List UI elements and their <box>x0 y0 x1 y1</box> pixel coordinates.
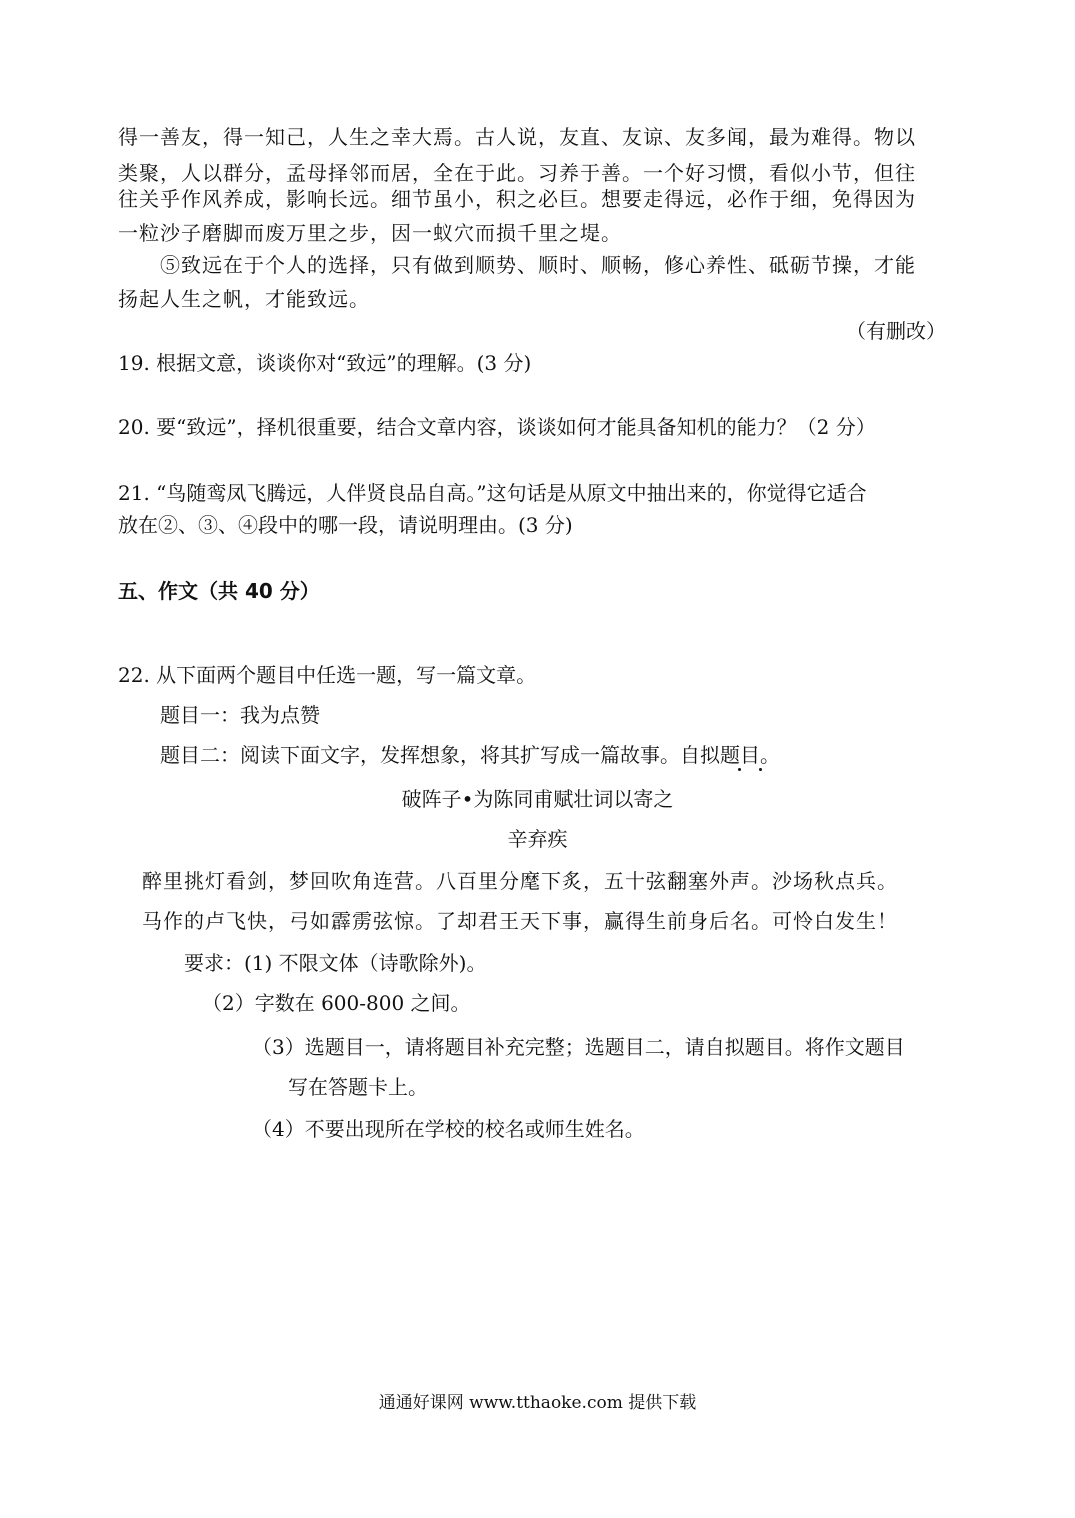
passage-line-4: 一粒沙子磨脚而废万里之步，因一蚁穴而损千里之堤。 <box>118 221 622 245</box>
requirement-3-line-2: 写在答题卡上。 <box>288 1075 428 1099</box>
emphasis-dots <box>734 768 770 774</box>
passage-line-2: 类聚，人以群分，孟母择邻而居，全在于此。习养于善。一个好习惯，看似小节，但往 <box>118 161 916 185</box>
question-21-line-2: 放在②、③、④段中的哪一段，请说明理由。(3 分) <box>118 513 573 537</box>
topic-2: 题目二：阅读下面文字，发挥想象，将其扩写成一篇故事。自拟题目。 <box>160 743 780 767</box>
poem-line-2: 马作的卢飞快，弓如霹雳弦惊。了却君王天下事，赢得生前身后名。可怜白发生！ <box>142 909 898 933</box>
requirement-3-line-1: （3）选题目一，请将题目补充完整；选题目二，请自拟题目。将作文题目 <box>252 1035 905 1059</box>
abridged-note: （有删改） <box>846 319 946 343</box>
topic-1: 题目一：我为点赞 <box>160 703 320 727</box>
emphasis-dot <box>759 768 762 771</box>
section-heading: 五、作文（共 40 分） <box>118 579 320 603</box>
passage-line-1: 得一善友，得一知己，人生之幸大焉。古人说，友直、友谅、友多闻，最为难得。物以 <box>118 125 916 149</box>
question-19: 19. 根据文意，谈谈你对“致远”的理解。(3 分) <box>118 351 532 375</box>
question-22: 22. 从下面两个题目中任选一题，写一篇文章。 <box>118 663 537 687</box>
requirement-4: （4）不要出现所在学校的校名或师生姓名。 <box>252 1117 645 1141</box>
question-20: 20. 要“致远”，择机很重要，结合文章内容，谈谈如何才能具备知机的能力？（2 分） <box>118 415 876 439</box>
poem-title: 破阵子•为陈同甫赋壮词以寄之 <box>401 787 674 811</box>
emphasis-dot <box>738 768 741 771</box>
footer-credit: 通通好课网 www.tthaoke.com 提供下载 <box>378 1393 697 1413</box>
paragraph-5-line-1: ⑤致远在于个人的选择，只有做到顺势、顺时、顺畅，修心养性、砥砺节操，才能 <box>160 253 916 277</box>
paragraph-5-line-2: 扬起人生之帆，才能致远。 <box>118 287 370 311</box>
requirement-1: 要求：(1) 不限文体（诗歌除外)。 <box>184 951 487 975</box>
poem-author: 辛弃疾 <box>507 827 568 851</box>
requirement-2: （2）字数在 600-800 之间。 <box>202 991 471 1015</box>
question-21-line-1: 21. “鸟随鸾凤飞腾远，人伴贤良品自高。”这句话是从原文中抽出来的，你觉得它适合 <box>118 481 867 505</box>
passage-line-3: 往关乎作风养成，影响长远。细节虽小，积之必巨。想要走得远，必作于细，免得因为 <box>118 187 916 211</box>
poem-line-1: 醉里挑灯看剑，梦回吹角连营。八百里分麾下炙，五十弦翻塞外声。沙场秋点兵。 <box>142 869 898 893</box>
